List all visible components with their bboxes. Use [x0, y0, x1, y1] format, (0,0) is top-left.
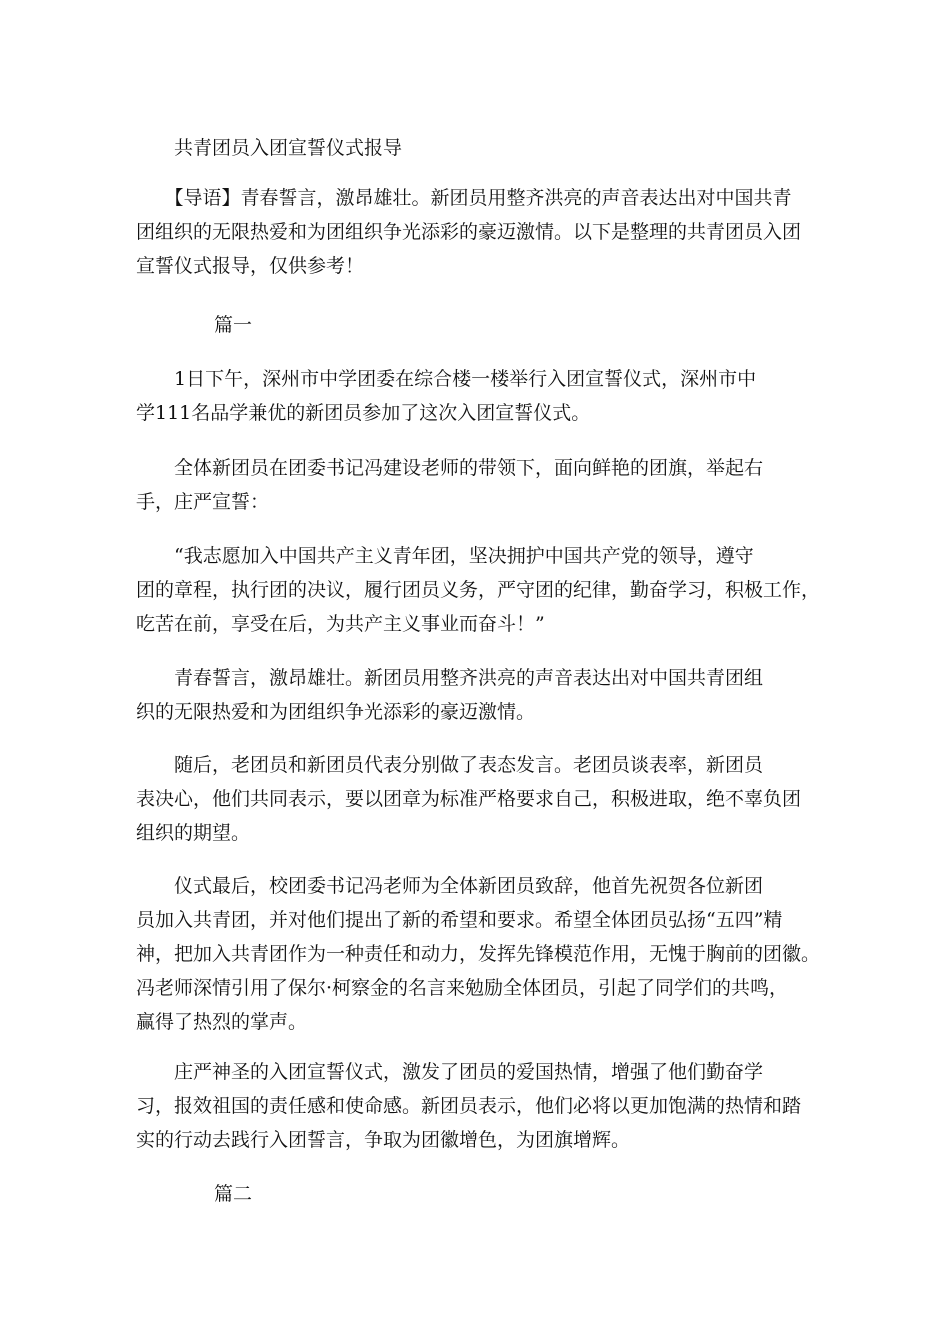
text-line: 表决心，他们共同表示，要以团章为标准严格要求自己，积极进取，绝不辜负团 — [136, 788, 802, 810]
text-line: 团的章程，执行团的决议，履行团员义务，严守团的纪律，勤奋学习，积极工作， — [136, 579, 821, 601]
oath-paragraph — [136, 539, 821, 641]
text-line: 员加入共青团，并对他们提出了新的希望和要求。希望全体团员弘扬“五四”精 — [136, 909, 783, 931]
text-line: 团组织的无限热爱和为团组织争光添彩的豪迈激情。以下是整理的共青团员入团 — [136, 221, 802, 243]
document-title: 共青团员入团宣誓仪式报导 — [174, 137, 403, 159]
text-line: “我志愿加入中国共产主义青年团，坚决拥护中国共产党的领导，遵守 — [136, 545, 754, 567]
text-line: 随后，老团员和新团员代表分别做了表态发言。老团员谈表率，新团员 — [136, 754, 764, 776]
text-line: 庄严神圣的入团宣誓仪式，激发了团员的爱国热情，增强了他们勤奋学 — [136, 1061, 764, 1083]
text-line: 【导语】青春誓言，激昂雄壮。新团员用整齐洪亮的声音表达出对中国共青 — [136, 187, 792, 209]
section-heading-2: 篇二 — [214, 1183, 253, 1205]
section-heading-1: 篇一 — [214, 314, 253, 336]
text-line: 习，报效祖国的责任感和使命感。新团员表示，他们必将以更加饱满的热情和踏 — [136, 1095, 802, 1117]
text-line: 吃苦在前，享受在后，为共产主义事业而奋斗！” — [136, 613, 545, 635]
text-line: 仪式最后，校团委书记冯老师为全体新团员致辞，他首先祝贺各位新团 — [136, 875, 764, 897]
text-line: 赢得了热烈的掌声。 — [136, 1011, 308, 1033]
text-line: 组织的期望。 — [136, 822, 251, 844]
text-line: 实的行动去践行入团誓言，争取为团徽增色，为团旗增辉。 — [136, 1129, 631, 1151]
text-line: 宣誓仪式报导，仅供参考！ — [136, 255, 365, 277]
text-line: 手，庄严宣誓： — [136, 491, 270, 513]
intro-paragraph — [136, 181, 816, 283]
text-line: 学111名品学兼优的新团员参加了这次入团宣誓仪式。 — [136, 402, 591, 424]
body-paragraph — [136, 451, 816, 519]
body-paragraph — [136, 869, 821, 1039]
body-paragraph — [136, 661, 816, 729]
body-paragraph — [136, 362, 816, 430]
text-line: 神，把加入共青团作为一种责任和动力，发挥先锋模范作用，无愧于胸前的团徽。 — [136, 943, 821, 965]
text-line: 全体新团员在团委书记冯建设老师的带领下，面向鲜艳的团旗，举起右 — [136, 457, 764, 479]
text-line: 冯老师深情引用了保尔·柯察金的名言来勉励全体团员，引起了同学们的共鸣， — [136, 977, 789, 999]
text-line: 1日下午，深州市中学团委在综合楼一楼举行入团宣誓仪式，深州市中 — [136, 368, 757, 390]
text-line: 织的无限热爱和为团组织争光添彩的豪迈激情。 — [136, 701, 536, 723]
text-line: 青春誓言，激昂雄壮。新团员用整齐洪亮的声音表达出对中国共青团组 — [136, 667, 764, 689]
body-paragraph — [136, 1055, 816, 1157]
body-paragraph — [136, 748, 816, 850]
